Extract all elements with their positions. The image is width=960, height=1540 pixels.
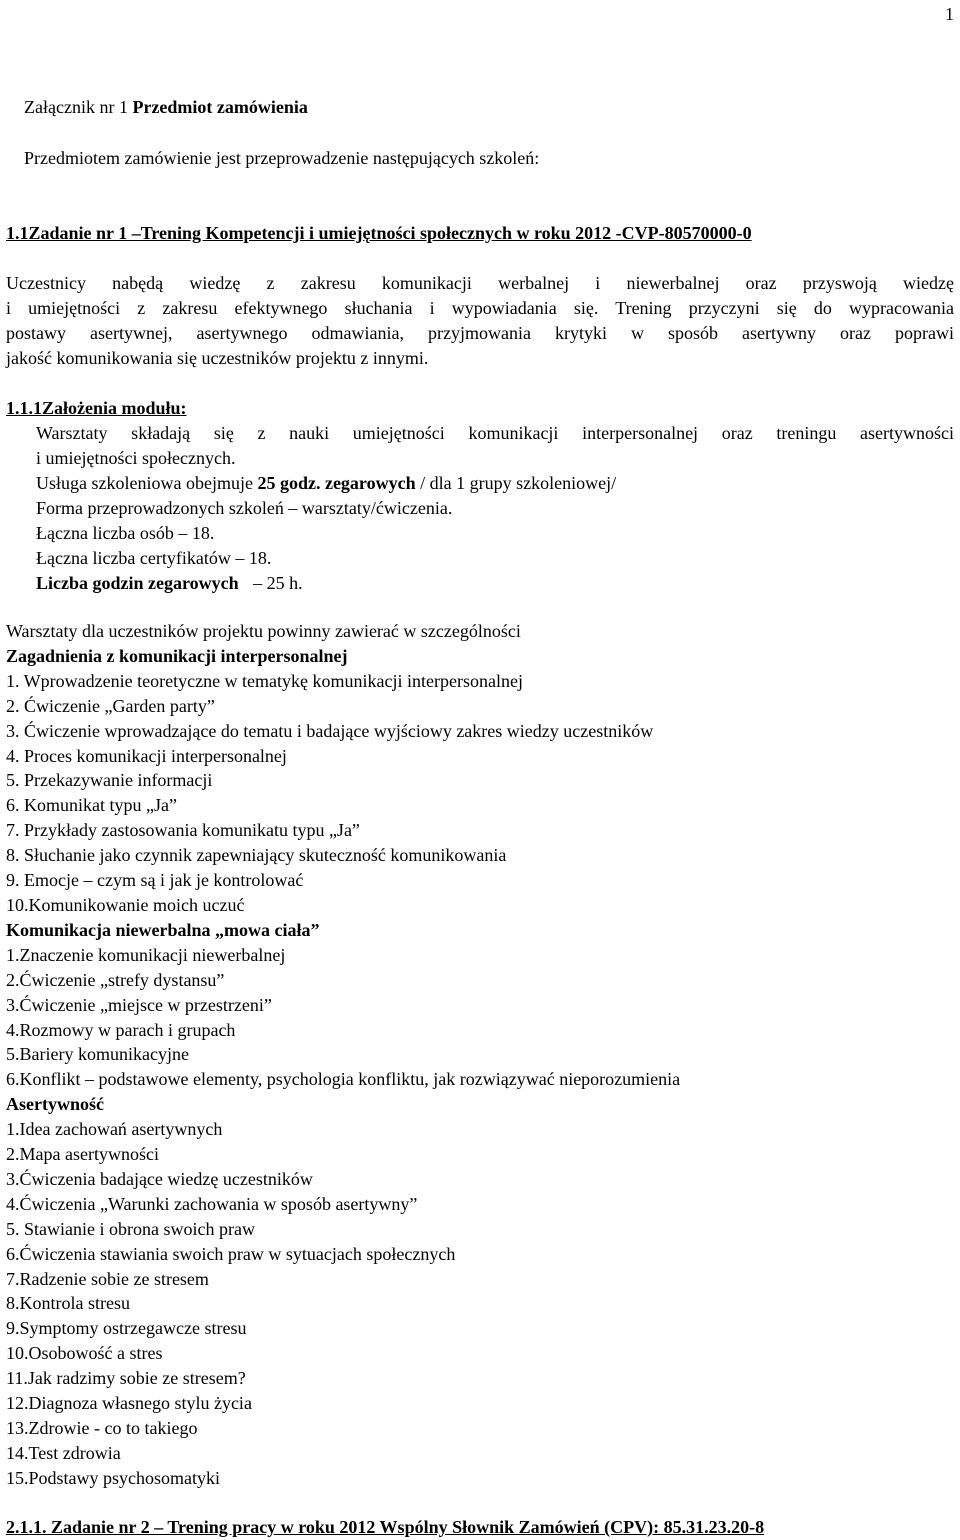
- section-title: Komunikacja niewerbalna „mowa ciała”: [6, 919, 320, 940]
- list-item: 7.Radzenie sobie ze stresem: [6, 1268, 209, 1289]
- list-item: 8. Słuchanie jako czynnik zapewniający skuteczność komunikowania: [6, 845, 507, 866]
- annex-heading: [24, 95, 954, 120]
- module-service: Usługa szkoleniowa obejmuje 25 godz. zegarowych / dla 1 grupy szkoleniowej/: [36, 473, 617, 493]
- content-intro: Warsztaty dla uczestników projektu powinny zawierać w szczególności: [6, 621, 521, 641]
- list-item: 5. Stawianie i obrona swoich praw: [6, 1218, 255, 1239]
- list-item: 6.Ćwiczenia stawiania swoich praw w sytuacjach społecznych: [6, 1243, 456, 1264]
- annex-label: Załącznik nr 1: [24, 97, 128, 117]
- module-details: [36, 421, 954, 596]
- list-item: 11.Jak radzimy sobie ze stresem?: [6, 1368, 246, 1389]
- task1-heading: 1.1Zadanie nr 1 –Trening Kompetencji i umiejętności społecznych w roku 2012 -CVP-80570000-0: [6, 223, 752, 243]
- module-hours: Liczba godzin zegarowych – 25 h.: [36, 573, 303, 593]
- list-item: 7. Przykłady zastosowania komunikatu typu „Ja”: [6, 820, 360, 841]
- content-list: [6, 619, 954, 1491]
- list-item: 13.Zdrowie - co to takiego: [6, 1418, 198, 1438]
- intro-text: Przedmiotem zamówienie jest przeprowadzenie następujących szkoleń:: [24, 148, 540, 168]
- list-item: 4.Ćwiczenia „Warunki zachowania w sposób asertywny”: [6, 1193, 418, 1214]
- list-item: 9. Emocje – czym są i jak je kontrolować: [6, 870, 304, 891]
- list-item: 4.Rozmowy w parach i grupach: [6, 1019, 236, 1040]
- list-item: 12.Diagnoza własnego stylu życia: [6, 1393, 252, 1414]
- list-item: 4. Proces komunikacji interpersonalnej: [6, 745, 287, 766]
- task2-heading: 2.1.1. Zadanie nr 2 – Trening pracy w roku 2012 Wspólny Słownik Zamówień (CPV): 85.31.23.20-8: [6, 1517, 765, 1537]
- list-item: 9.Symptomy ostrzegawcze stresu: [6, 1318, 247, 1339]
- list-item: 14.Test zdrowia: [6, 1442, 121, 1463]
- module-heading: 1.1.1Założenia modułu:: [6, 398, 187, 418]
- task1-paragraph: Uczestnicy nabędą wiedzę z zakresu komunikacji werbalnej i niewerbalnej oraz przyswoją wiedzę i umiejętności z zakresu efektywnego słuchania i wypowiadania się. Trening przyczyni się do wypracowania postawy asertywnej, asertywnego odmawiania, przyjmowania krytyki w sposób asertywny oraz poprawi jakość komunikowania się uczestników projektu z innymi.: [6, 273, 954, 368]
- list-item: 6.Konflikt – podstawowe elementy, psychologia konfliktu, jak rozwiązywać nieporozumienia: [6, 1069, 681, 1090]
- module-persons: Łączna liczba osób – 18.: [36, 523, 215, 543]
- section-title: Asertywność: [6, 1094, 104, 1115]
- list-item: 3. Ćwiczenie wprowadzające do tematu i badające wyjściowy zakres wiedzy uczestników: [6, 720, 654, 741]
- list-item: 2.Ćwiczenie „strefy dystansu”: [6, 969, 225, 990]
- module-description-line1: Warsztaty składają się z nauki umiejętności komunikacji interpersonalnej oraz treningu asertywności: [36, 423, 954, 443]
- list-item: 2. Ćwiczenie „Garden party”: [6, 695, 215, 716]
- list-item: 2.Mapa asertywności: [6, 1144, 159, 1165]
- module-certificates: Łączna liczba certyfikatów – 18.: [36, 548, 272, 568]
- list-item: 15.Podstawy psychosomatyki: [6, 1467, 220, 1488]
- list-item: 10.Osobowość a stres: [6, 1343, 163, 1364]
- list-item: 5.Bariery komunikacyjne: [6, 1044, 189, 1065]
- list-item: 1.Idea zachowań asertywnych: [6, 1119, 223, 1140]
- module-description-line2: i umiejętności społecznych.: [36, 448, 236, 468]
- annex-title: Przedmiot zamówienia: [132, 97, 308, 117]
- list-item: 5. Przekazywanie informacji: [6, 770, 213, 791]
- list-item: 6. Komunikat typu „Ja”: [6, 795, 177, 816]
- list-item: 1.Znaczenie komunikacji niewerbalnej: [6, 944, 286, 965]
- content-sections: [6, 644, 954, 1491]
- page-number: 1: [945, 4, 954, 24]
- section-title: Zagadnienia z komunikacji interpersonalnej: [6, 645, 348, 666]
- list-item: 10.Komunikowanie moich uczuć: [6, 894, 245, 915]
- list-item: 8.Kontrola stresu: [6, 1293, 130, 1314]
- list-item: 3.Ćwiczenie „miejsce w przestrzeni”: [6, 994, 272, 1015]
- list-item: 3.Ćwiczenia badające wiedzę uczestników: [6, 1168, 313, 1189]
- list-item: 1. Wprowadzenie teoretyczne w tematykę komunikacji interpersonalnej: [6, 670, 523, 691]
- module-form: Forma przeprowadzonych szkoleń – warsztaty/ćwiczenia.: [36, 498, 453, 518]
